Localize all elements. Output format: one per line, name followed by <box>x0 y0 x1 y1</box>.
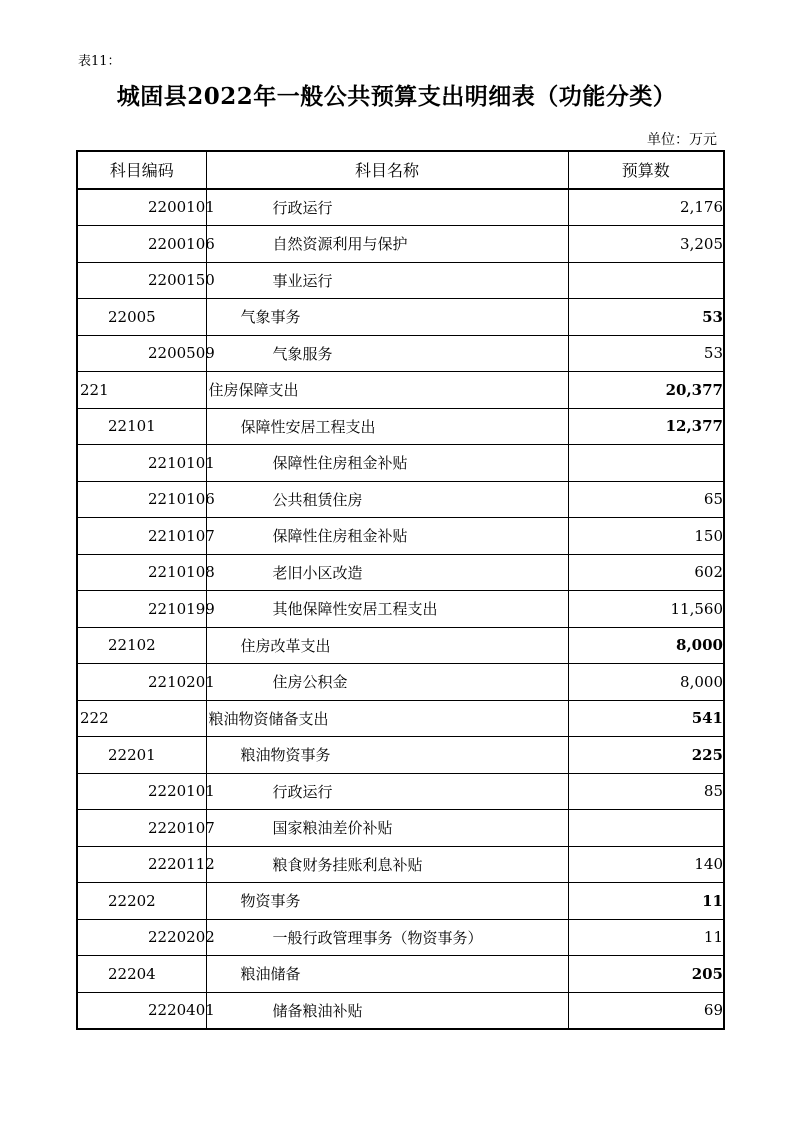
table-row <box>77 554 724 591</box>
row-name: 行政运行 <box>206 773 568 810</box>
row-amount: 225 <box>568 737 724 774</box>
row-name: 住房保障支出 <box>206 372 568 409</box>
row-code: 2200150 <box>77 262 206 299</box>
table-row <box>77 518 724 555</box>
row-name: 气象事务 <box>206 299 568 336</box>
row-code: 2200106 <box>77 226 206 263</box>
row-name: 粮食财务挂账利息补贴 <box>206 846 568 883</box>
table-row <box>77 992 724 1029</box>
row-name: 粮油物资储备支出 <box>206 700 568 737</box>
row-name: 储备粮油补贴 <box>206 992 568 1029</box>
row-amount: 53 <box>568 335 724 372</box>
table-row <box>77 299 724 336</box>
table-row <box>77 335 724 372</box>
table-row <box>77 664 724 701</box>
row-amount: 12,377 <box>568 408 724 445</box>
row-code: 22202 <box>77 883 206 920</box>
table-row <box>77 919 724 956</box>
row-amount: 541 <box>568 700 724 737</box>
table-row <box>77 773 724 810</box>
row-name: 老旧小区改造 <box>206 554 568 591</box>
row-code: 2220107 <box>77 810 206 847</box>
row-name: 物资事务 <box>206 883 568 920</box>
row-code: 2210201 <box>77 664 206 701</box>
row-amount: 53 <box>568 299 724 336</box>
table-row <box>77 189 724 226</box>
row-code: 2200101 <box>77 189 206 226</box>
row-amount <box>568 810 724 847</box>
row-name: 行政运行 <box>206 189 568 226</box>
row-name: 粮油物资事务 <box>206 737 568 774</box>
row-code: 22101 <box>77 408 206 445</box>
row-code: 2220101 <box>77 773 206 810</box>
row-amount: 8,000 <box>568 664 724 701</box>
table-row <box>77 372 724 409</box>
budget-table <box>76 150 725 1030</box>
row-name: 自然资源利用与保护 <box>206 226 568 263</box>
row-code: 22204 <box>77 956 206 993</box>
row-name: 保障性住房租金补贴 <box>206 518 568 555</box>
row-code: 2210107 <box>77 518 206 555</box>
header-name: 科目名称 <box>206 151 568 189</box>
row-amount: 3,205 <box>568 226 724 263</box>
row-code: 22102 <box>77 627 206 664</box>
table-row <box>77 627 724 664</box>
table-row <box>77 408 724 445</box>
row-amount: 205 <box>568 956 724 993</box>
row-amount: 65 <box>568 481 724 518</box>
row-amount: 602 <box>568 554 724 591</box>
table-row <box>77 262 724 299</box>
row-amount: 85 <box>568 773 724 810</box>
row-code: 222 <box>77 700 206 737</box>
row-name: 一般行政管理事务（物资事务） <box>206 919 568 956</box>
row-name: 气象服务 <box>206 335 568 372</box>
row-code: 2210199 <box>77 591 206 628</box>
table-row <box>77 445 724 482</box>
row-code: 2200509 <box>77 335 206 372</box>
row-amount: 8,000 <box>568 627 724 664</box>
row-amount: 20,377 <box>568 372 724 409</box>
header-code: 科目编码 <box>77 151 206 189</box>
row-code: 2210108 <box>77 554 206 591</box>
table-number-label: 表11： <box>78 54 121 69</box>
table-header-row <box>77 151 724 189</box>
row-code: 22005 <box>77 299 206 336</box>
page-title: 城固县2022年一般公共预算支出明细表（功能分类） <box>116 83 677 110</box>
row-amount <box>568 445 724 482</box>
row-code: 2220202 <box>77 919 206 956</box>
table-row <box>77 481 724 518</box>
row-code: 2220401 <box>77 992 206 1029</box>
row-code: 2210101 <box>77 445 206 482</box>
table-row <box>77 226 724 263</box>
row-amount: 11,560 <box>568 591 724 628</box>
row-name: 住房改革支出 <box>206 627 568 664</box>
row-name: 住房公积金 <box>206 664 568 701</box>
row-amount: 11 <box>568 919 724 956</box>
row-name: 其他保障性安居工程支出 <box>206 591 568 628</box>
row-name: 公共租赁住房 <box>206 481 568 518</box>
table-row <box>77 591 724 628</box>
table-row <box>77 810 724 847</box>
table-row <box>77 846 724 883</box>
row-name: 国家粮油差价补贴 <box>206 810 568 847</box>
row-code: 221 <box>77 372 206 409</box>
row-name: 粮油储备 <box>206 956 568 993</box>
unit-label: 单位：万元 <box>647 132 717 148</box>
row-amount: 140 <box>568 846 724 883</box>
row-amount <box>568 262 724 299</box>
row-amount: 11 <box>568 883 724 920</box>
row-amount: 2,176 <box>568 189 724 226</box>
row-name: 保障性住房租金补贴 <box>206 445 568 482</box>
table-row <box>77 700 724 737</box>
row-amount: 150 <box>568 518 724 555</box>
header-amount: 预算数 <box>568 151 724 189</box>
table-row <box>77 737 724 774</box>
row-code: 2210106 <box>77 481 206 518</box>
row-amount: 69 <box>568 992 724 1029</box>
row-name: 事业运行 <box>206 262 568 299</box>
row-name: 保障性安居工程支出 <box>206 408 568 445</box>
row-code: 22201 <box>77 737 206 774</box>
row-code: 2220112 <box>77 846 206 883</box>
table-row <box>77 956 724 993</box>
table-row <box>77 883 724 920</box>
